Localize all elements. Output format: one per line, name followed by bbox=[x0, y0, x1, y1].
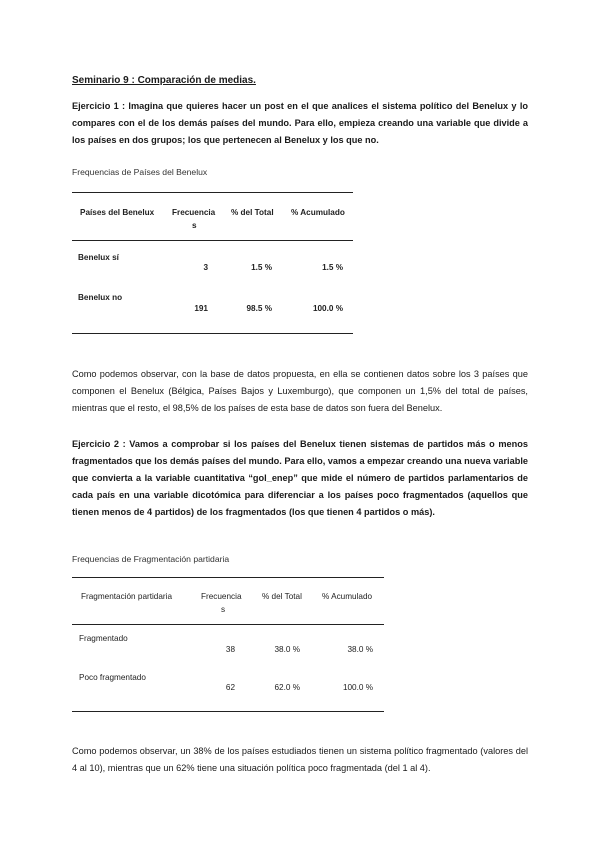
paragraph-2: Como podemos observar, un 38% de los países estudiados tienen un sistema político fragmentado (valores del 4 al 10), mientras que un 62% tiene una situación política poco fragmentada (del 1 al 4). bbox=[72, 746, 528, 773]
table2-header-1: Frecuencia bbox=[201, 592, 242, 601]
paragraph-1: Como podemos observar, con la base de datos propuesta, en ella se contienen datos sobre los 3 países que componen el Benelux (Bélgica, Países Bajos y Luxemburgo), que componen un 1,5% del total de países, mientras que el resto, el 98,5% de los países de esta base de datos son fuera del Benelux. bbox=[72, 369, 528, 413]
table1-header-2: % del Total bbox=[231, 208, 274, 217]
table2-bottom-rule bbox=[72, 711, 384, 712]
exercise-2-label: Ejercicio 2 : bbox=[72, 439, 126, 449]
page-title: Seminario 9 : Comparación de medias. bbox=[72, 75, 256, 86]
exercise-2-text: Vamos a comprobar si los países del Benelux tienen sistemas de partidos más o menos fragmentados que los demás países del mundo. Para ello, vamos a empezar creando una nueva variable que convierta a la variable cuantitativa “gol_enep” que mide el número de partidos parlamentarios de cada país en una variable dicotómica para diferenciar a los países poco fragmentados (aquellos que tienen menos de 4 partidos) de los fragmentados (los que tienen 4 partidos o más). bbox=[72, 439, 528, 517]
table1-bottom-rule bbox=[72, 333, 353, 334]
table2-header-rule bbox=[72, 624, 384, 625]
table2-row2-pct: 62.0 % bbox=[274, 683, 300, 692]
table1-row1-pct: 1.5 % bbox=[251, 263, 272, 272]
table1-row1-label: Benelux sí bbox=[78, 253, 119, 262]
table2-top-rule bbox=[72, 577, 384, 578]
table1-header-1: Frecuencia bbox=[172, 208, 216, 217]
table1-row2-freq: 191 bbox=[194, 304, 208, 313]
table2-row2-freq: 62 bbox=[225, 683, 235, 692]
exercise-1 bbox=[72, 98, 528, 149]
table1-caption: Frequencias de Países del Benelux bbox=[72, 167, 208, 177]
table1-top-rule bbox=[72, 192, 353, 193]
table2-row2-cum: 100.0 % bbox=[342, 683, 373, 692]
table1-row2-label: Benelux no bbox=[78, 293, 123, 302]
table2-row1-pct: 38.0 % bbox=[274, 645, 300, 654]
table1-header-1b: s bbox=[192, 221, 197, 230]
table1-row1-cum: 1.5 % bbox=[322, 263, 343, 272]
table2-header-3: % Acumulado bbox=[322, 592, 373, 601]
table2-row1-label: Fragmentado bbox=[79, 634, 128, 643]
exercise-1-label: Ejercicio 1 : bbox=[72, 101, 126, 111]
table1-row2-cum: 100.0 % bbox=[312, 304, 343, 313]
table2-row1-cum: 38.0 % bbox=[347, 645, 373, 654]
exercise-2 bbox=[72, 436, 528, 521]
table2-header-1b: s bbox=[221, 605, 226, 614]
table2-row1-freq: 38 bbox=[225, 645, 235, 654]
table1-header-3: % Acumulado bbox=[291, 208, 345, 217]
table1-row1-freq: 3 bbox=[203, 263, 208, 272]
table1-row2-pct: 98.5 % bbox=[246, 304, 272, 313]
exercise-1-text: Imagina que quieres hacer un post en el que analices el sistema político del Benelux y lo compares con el de los demás países del mundo. Para ello, empieza creando una variable que divide a los países en dos grupos; los que pertenecen al Benelux y los que no. bbox=[72, 101, 528, 145]
table2-header-2: % del Total bbox=[262, 592, 302, 601]
table2-header-0: Fragmentación partidaria bbox=[81, 592, 173, 601]
table1-header-0: Países del Benelux bbox=[80, 208, 155, 217]
table2-caption: Frequencias de Fragmentación partidaria bbox=[72, 554, 230, 564]
table1-header-rule bbox=[72, 240, 353, 241]
table2-row2-label: Poco fragmentado bbox=[79, 673, 146, 682]
